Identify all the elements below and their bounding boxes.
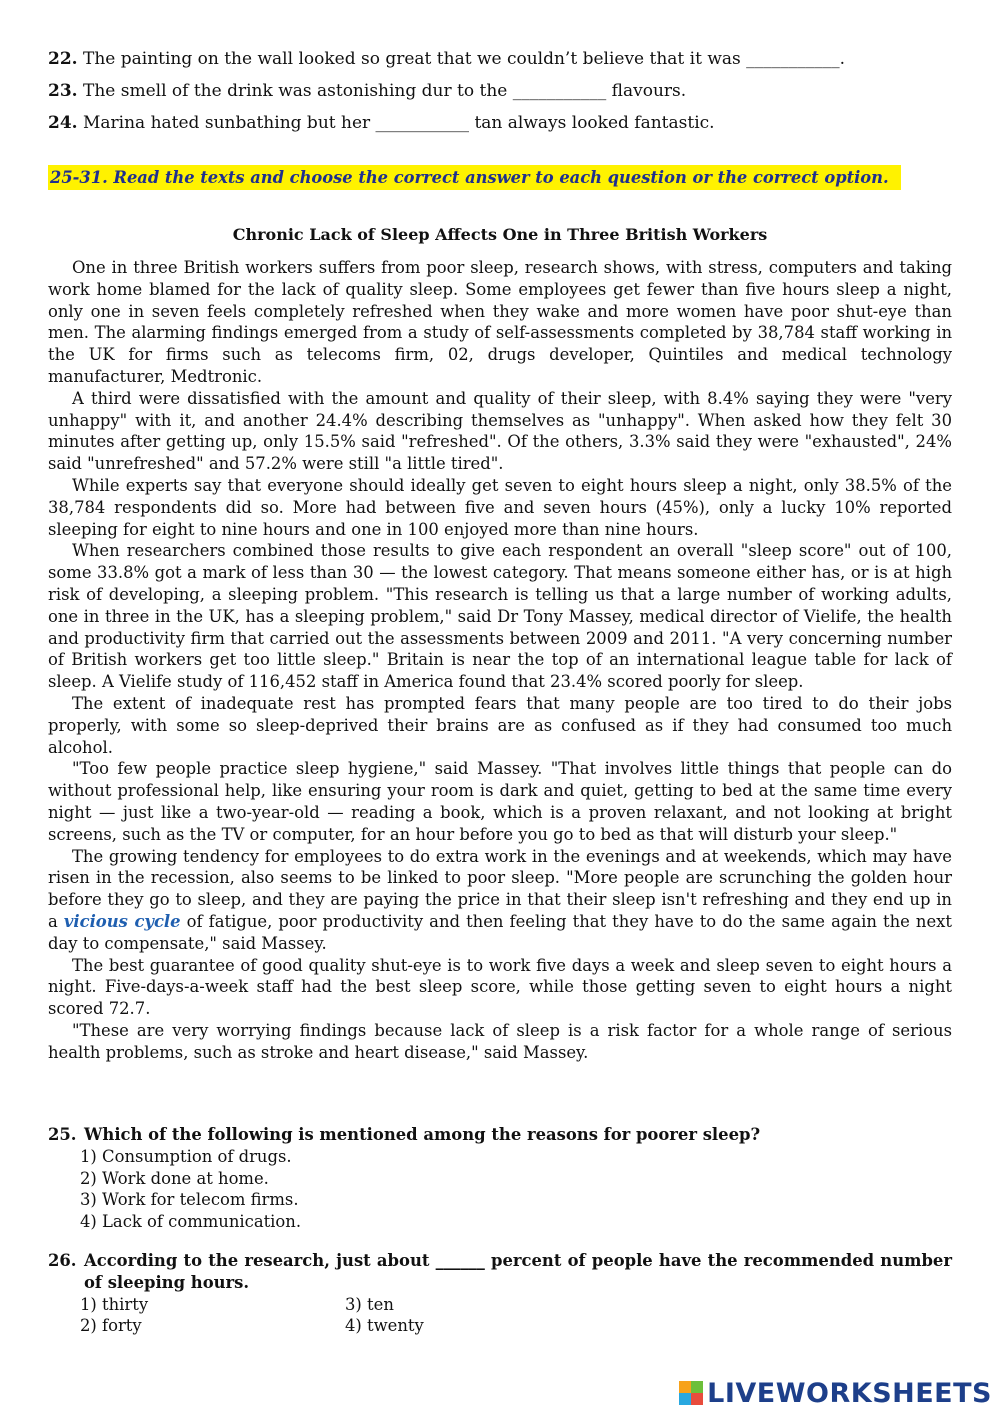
highlighted-keyword: vicious cycle: [63, 911, 181, 931]
article-paragraph: The best guarantee of good quality shut-eye is to work five days a week and sleep seven to eight hours a night. Five-days-a-week staff had the best sleep score, while those getting seven to eight hours a night scored 72.7.: [48, 955, 952, 1019]
article-paragraph: The extent of inadequate rest has prompted fears that many people are too tired to do their jobs properly, with some so sleep-deprived their brains are as confused as if they had consumed too much alcohol.: [48, 693, 952, 757]
article-paragraph: [48, 846, 952, 955]
question-26: [48, 1250, 952, 1337]
question-22: [48, 48, 845, 70]
article-paragraph: While experts say that everyone should ideally get seven to eight hours sleep a night, only 38.5% of the 38,784 respondents did so. More had between five and seven hours (45%), only a lucky 10% reported sleeping for eight to nine hours and one in 100 enjoyed more than nine hours.: [48, 475, 952, 539]
answer-option[interactable]: 3) Work for telecom firms.: [80, 1190, 299, 1210]
logo-text: LIVEWORKSHEETS: [707, 1377, 992, 1409]
question-stem: [48, 1250, 952, 1294]
question-number: 24.: [48, 113, 78, 133]
answer-option[interactable]: 2) Work done at home.: [80, 1168, 269, 1188]
article-paragraph: "Too few people practice sleep hygiene," said Massey. "That involves little things that people can do without professional help, like ensuring your room is dark and quiet, getting to bed at the same time every night — just like a two-year-old — reading a book, which is a proven relaxant, and not looking at bright screens, such as the TV or computer, for an hour before you go to bed as that will disturb your sleep.": [48, 759, 952, 844]
paragraph-text: The growing tendency for employees to do extra work in the evenings and at weekends, which may have risen in the recession, also seems to be linked to poor sleep. "More people are scrunching the golden hour before they go to sleep, and they are paying the price in that their sleep isn't refreshing and they end up in a: [48, 846, 952, 931]
answer-option[interactable]: 2) forty: [80, 1316, 142, 1336]
question-23: [48, 80, 686, 102]
question-number: 25.: [48, 1125, 77, 1144]
question-25: [48, 1124, 952, 1233]
question-text: The painting on the wall looked so great that we couldn’t believe that it was ___________.: [82, 49, 846, 69]
question-24: [48, 112, 715, 134]
answer-option[interactable]: 4) twenty: [345, 1316, 424, 1336]
question-number: 22.: [48, 49, 78, 69]
question-text: Marina hated sunbathing but her ___________ tan always looked fantastic.: [82, 113, 715, 133]
paragraph-text: of fatigue, poor productivity and then feeling that they have to do the same again the next day to compensate," said Massey.: [48, 911, 952, 953]
question-text: Which of the following is mentioned among the reasons for poorer sleep?: [84, 1125, 761, 1144]
question-text: The smell of the drink was astonishing dur to the ___________ flavours.: [82, 81, 687, 101]
answer-options: [80, 1146, 952, 1233]
question-text: According to the research, just about ______ percent of people have the recommended number of sleeping hours.: [84, 1251, 952, 1292]
article-paragraph: One in three British workers suffers from poor sleep, research shows, with stress, computers and taking work home blamed for the lack of quality sleep. Some employees get fewer than five hours sleep a night, only one in seven feels completely refreshed when they wake and more women have poor shut-eye than men. The alarming findings emerged from a study of self-assessments completed by 38,784 staff working in the UK for firms such as telecoms firm, 02, drugs developer, Quintiles and medical technology manufacturer, Medtronic.: [48, 258, 952, 386]
answer-option[interactable]: 1) thirty: [80, 1294, 149, 1314]
question-number: 23.: [48, 81, 78, 101]
article-body: [48, 257, 952, 1063]
answer-option[interactable]: 3) ten: [345, 1294, 394, 1314]
question-number: 26.: [48, 1251, 77, 1270]
answer-options: [80, 1294, 952, 1338]
article-title: Chronic Lack of Sleep Affects One in Three British Workers: [232, 225, 768, 244]
article-paragraph: "These are very worrying findings because lack of sleep is a risk factor for a whole range of serious health problems, such as stroke and heart disease," said Massey.: [48, 1020, 952, 1062]
section-instruction: 25-31. Read the texts and choose the correct answer to each question or the correct option.: [48, 165, 901, 190]
answer-option[interactable]: 4) Lack of communication.: [80, 1212, 302, 1232]
question-stem: [48, 1124, 952, 1146]
liveworksheets-logo: [679, 1378, 992, 1408]
logo-grid-icon: [679, 1381, 703, 1405]
article-paragraph: A third were dissatisfied with the amount and quality of their sleep, with 8.4% saying they were "very unhappy" with it, and another 24.4% describing themselves as "unhappy". When asked how they felt 30 minutes after getting up, only 15.5% said "refreshed". Of the others, 3.3% said they were "exhausted", 24% said "unrefreshed" and 57.2% were still "a little tired".: [48, 388, 952, 474]
article-paragraph: When researchers combined those results to give each respondent an overall "sleep score" out of 100, some 33.8% got a mark of less than 30 — the lowest category. That means someone either has, or is at high risk of developing, a sleeping problem. "This research is telling us that a large number of working adults, one in three in the UK, has a sleeping problem," said Dr Tony Massey, medical director of Vielife, the health and productivity firm that carried out the assessments between 2009 and 2011. "A very concerning number of British workers get too little sleep." Britain is near the top of an international league table for lack of sleep. A Vielife study of 116,452 staff in America found that 23.4% scored poorly for sleep.: [48, 541, 952, 692]
answer-option[interactable]: 1) Consumption of drugs.: [80, 1146, 292, 1166]
